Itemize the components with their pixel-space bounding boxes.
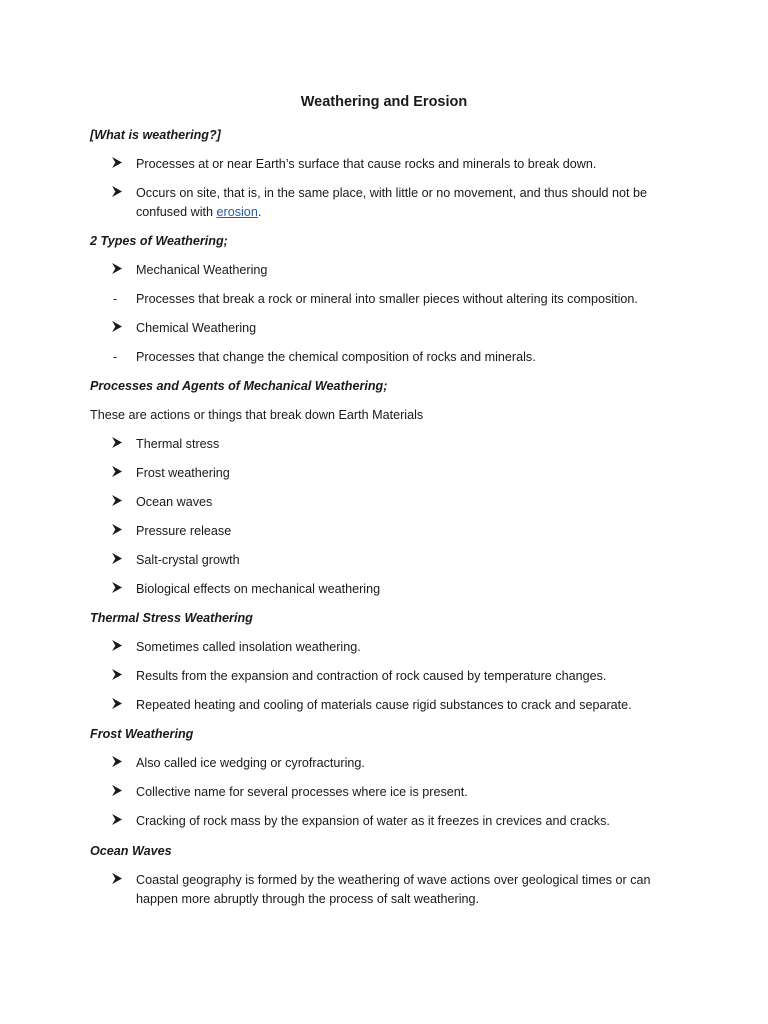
bullet-text: Salt-crystal growth [136, 553, 240, 567]
bullet-text: Biological effects on mechanical weathering [136, 582, 381, 596]
arrow-bullet-icon [111, 551, 127, 570]
dash-text: Processes that break a rock or mineral into smaller pieces without altering its composition. [136, 292, 638, 306]
bullet-continuation [136, 203, 261, 222]
bullet-text: Thermal stress [136, 437, 220, 451]
section-heading-frost: Frost Weathering [90, 727, 194, 741]
section-heading-ocean: Ocean Waves [90, 844, 172, 858]
bullet-text: Coastal geography is formed by the weathering of wave actions over geological times or can [136, 873, 651, 887]
section-heading-types: 2 Types of Weathering; [90, 234, 228, 248]
arrow-bullet-icon [111, 435, 127, 454]
bullet-text: Chemical Weathering [136, 321, 257, 335]
dash-text: Processes that change the chemical composition of rocks and minerals. [136, 350, 536, 364]
bullet-text: Mechanical Weathering [136, 263, 268, 277]
arrow-bullet-icon [111, 638, 127, 657]
bullet-text: Collective name for several processes where ice is present. [136, 785, 468, 799]
arrow-bullet-icon [111, 871, 127, 890]
bullet-text: Results from the expansion and contraction of rock caused by temperature changes. [136, 669, 607, 683]
bullet-continuation: happen more abruptly through the process of salt weathering. [136, 892, 480, 906]
arrow-bullet-icon [111, 754, 127, 773]
erosion-link[interactable]: erosion [216, 205, 258, 219]
paragraph-text: These are actions or things that break down Earth Materials [90, 408, 424, 422]
bullet-text: Pressure release [136, 524, 232, 538]
bullet-text: Cracking of rock mass by the expansion of water as it freezes in crevices and cracks. [136, 814, 610, 828]
section-heading-processes: Processes and Agents of Mechanical Weathering; [90, 379, 388, 393]
arrow-bullet-icon [111, 155, 127, 174]
arrow-bullet-icon [111, 464, 127, 483]
dash-mark: - [113, 350, 118, 364]
bullet-text: Occurs on site, that is, in the same place, with little or no movement, and thus should not be [136, 186, 648, 200]
section-heading-thermal: Thermal Stress Weathering [90, 611, 253, 625]
arrow-bullet-icon [111, 783, 127, 802]
bullet-text: . [257, 205, 262, 219]
arrow-bullet-icon [111, 522, 127, 541]
arrow-bullet-icon [111, 261, 127, 280]
bullet-text: Sometimes called insolation weathering. [136, 640, 361, 654]
arrow-bullet-icon [111, 493, 127, 512]
arrow-bullet-icon [111, 580, 127, 599]
arrow-bullet-icon [111, 667, 127, 686]
arrow-bullet-icon [111, 319, 127, 338]
bullet-text: Repeated heating and cooling of materials cause rigid substances to crack and separate. [136, 698, 632, 712]
section-heading-what-is-weathering: [What is weathering?] [90, 128, 221, 142]
bullet-text: Also called ice wedging or cyrofracturing. [136, 756, 365, 770]
document-title: Weathering and Erosion [300, 94, 468, 110]
bullet-text: confused with [136, 205, 217, 219]
arrow-bullet-icon [111, 812, 127, 831]
bullet-text: Ocean waves [136, 495, 213, 509]
arrow-bullet-icon [111, 184, 127, 203]
bullet-text: Frost weathering [136, 466, 230, 480]
bullet-text: Processes at or near Earth’s surface that cause rocks and minerals to break down. [136, 157, 597, 171]
arrow-bullet-icon [111, 696, 127, 715]
dash-mark: - [113, 292, 118, 306]
